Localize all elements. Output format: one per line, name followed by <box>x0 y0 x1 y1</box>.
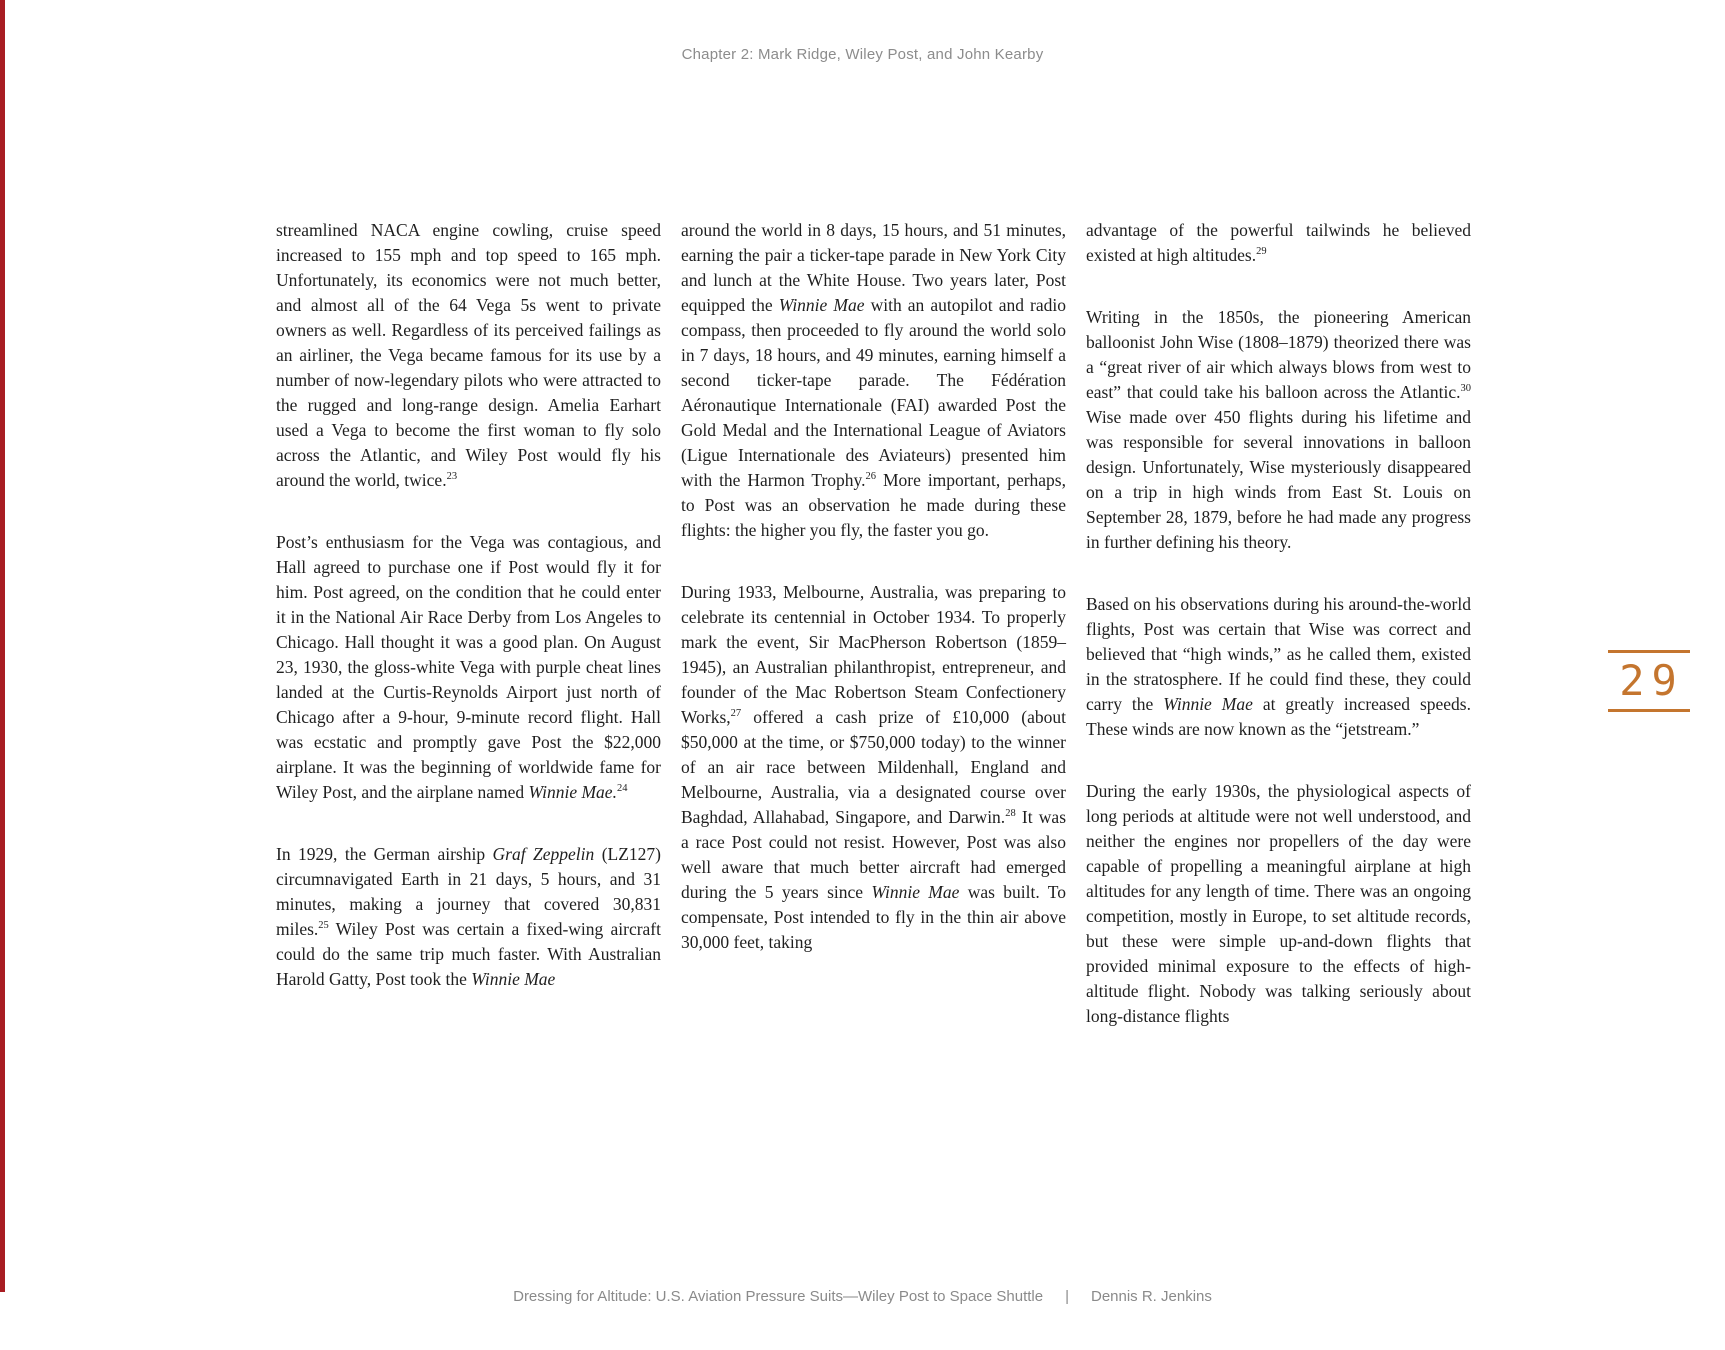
running-head: Chapter 2: Mark Ridge, Wiley Post, and John Kearby <box>681 46 1044 63</box>
italic-text: Winnie Mae <box>778 295 865 315</box>
footer-book-title: Dressing for Altitude: U.S. Aviation Pressure Suits—Wiley Post to Space Shuttle <box>513 1288 1044 1305</box>
body-text: (LZ127) circumnavigated Earth in 21 days, 5 hours, and 31 minutes, making a journey that covered 30,831 miles. <box>276 844 661 939</box>
paragraph <box>681 218 1066 543</box>
body-text: advantage of the powerful tailwinds he believed existed at high altitudes. <box>1086 220 1471 265</box>
italic-text: Winnie Mae. <box>528 782 617 802</box>
text-column-2 <box>681 218 1066 1066</box>
paragraph <box>1086 305 1471 555</box>
body-text: Wiley Post was certain a fixed-wing aircraft could do the same trip much faster. With Australian Harold Gatty, Post took the <box>276 919 661 989</box>
footnote-reference: 26 <box>865 471 877 483</box>
text-column-1 <box>276 218 661 1066</box>
italic-text: Winnie Mae <box>471 969 556 989</box>
footnote-reference: 30 <box>1460 383 1471 395</box>
body-text: at greatly increased speeds. These winds are now known as the “jetstream.” <box>1086 694 1471 739</box>
body-text: offered a cash prize of £10,000 (about $50,000 at the time, or $750,000 today) to the winner of an air race between Mildenhall, England and Melbourne, Australia, via a designated course over Baghdad, Allahabad, Singapore, and Darwin. <box>681 707 1066 827</box>
body-text: In 1929, the German airship <box>276 844 493 864</box>
italic-text: Winnie Mae <box>1163 694 1253 714</box>
paragraph <box>1086 592 1471 742</box>
body-text: Post’s enthusiasm for the Vega was contagious, and Hall agreed to purchase one if Post would fly it for him. Post agreed, on the condition that he could enter it in the National Air Race Derby from Los Angeles to Chicago. Hall thought it was a good plan. On August 23, 1930, the gloss-white Vega with purple cheat lines landed at the Curtis-Reynolds Airport just north of Chicago after a 9-hour, 9-minute record flight. Hall was ecstatic and promptly gave Post the $22,000 airplane. It was the beginning of worldwide fame for Wiley Post, and the airplane named <box>276 532 661 802</box>
page-footer <box>0 1288 1725 1305</box>
body-text: During the early 1930s, the physiological aspects of long periods at altitude were not well understood, and neither the engines nor propellers of the day were capable of propelling a meaningful airplane at high altitudes for any length of time. There was an ongoing competition, mostly in Europe, to set altitude records, but these were simple up-and-down flights that provided minimal exposure to the effects of high-altitude flight. Nobody was talking seriously about long-distance flights <box>1086 781 1471 1026</box>
paragraph <box>1086 779 1471 1029</box>
paragraph <box>276 842 661 992</box>
paragraph <box>681 580 1066 955</box>
page-text-block <box>276 218 1471 1066</box>
body-text: with an autopilot and radio compass, then proceeded to fly around the world solo in 7 days, 18 hours, and 49 minutes, earning himself a second ticker-tape parade. The Fédération Aéronautique Internationale (FAI) awarded Post the Gold Medal and the International League of Aviators (Ligue Internationale des Aviateurs) presented him with the Harmon Trophy. <box>681 295 1066 490</box>
paragraph <box>1086 218 1471 268</box>
body-text: was built. To compensate, Post intended to fly in the thin air above 30,000 feet, taking <box>681 882 1067 952</box>
footnote-reference: 28 <box>1005 808 1016 820</box>
body-text: around the world in 8 days, 15 hours, and 51 minutes, earning the pair a ticker-tape parade in New York City and lunch at the White House. Two years later, Post equipped the <box>681 220 1066 315</box>
body-text: Wise made over 450 flights during his lifetime and was responsible for several innovations in balloon design. Unfortunately, Wise mysteriously disappeared on a trip in high winds from East St. Louis on September 28, 1879, before he had made any progress in further defining his theory. <box>1086 407 1471 552</box>
footer-separator: | <box>1065 1288 1069 1305</box>
footnote-reference: 25 <box>318 920 329 932</box>
body-text: It was a race Post could not resist. However, Post was also well aware that much better aircraft had emerged during the 5 years since <box>681 807 1066 902</box>
page-number-rule-bottom <box>1608 709 1690 712</box>
body-text: During 1933, Melbourne, Australia, was preparing to celebrate its centennial in October 1934. To properly mark the event, Sir MacPherson Robertson (1859–1945), an Australian philanthropist, entrepreneur, and founder of the Mac Robertson Steam Confectionery Works, <box>681 582 1066 727</box>
footnote-reference: 29 <box>1256 246 1267 258</box>
body-text: Writing in the 1850s, the pioneering American balloonist John Wise (1808–1879) theorized there was a “great river of air which always blows from west to east” that could take his balloon across the Atlantic. <box>1086 307 1471 402</box>
body-text: streamlined NACA engine cowling, cruise speed increased to 155 mph and top speed to 165 mph. Unfortunately, its economics were not much better, and almost all of the 64 Vega 5s went to private owners as well. Regardless of its perceived failings as an airliner, the Vega became famous for its use by a number of now-legendary pilots who were attracted to the rugged and long-range design. Amelia Earhart used a Vega to become the first woman to fly solo across the Atlantic, and Wiley Post would fly his around the world, twice. <box>276 220 661 490</box>
page-edge-bar <box>0 0 5 1292</box>
footnote-reference: 24 <box>616 783 628 795</box>
paragraph <box>276 530 661 805</box>
italic-text: Winnie Mae <box>871 882 960 902</box>
paragraph <box>276 218 661 493</box>
footnote-reference: 23 <box>446 471 458 483</box>
body-text: More important, perhaps, to Post was an observation he made during these flights: the higher you fly, the faster you go. <box>681 470 1066 540</box>
footnote-reference: 27 <box>730 708 742 720</box>
italic-text: Graf Zeppelin <box>492 844 595 864</box>
footer-author: Dennis R. Jenkins <box>1090 1288 1212 1305</box>
page-number: 29 <box>1619 656 1684 705</box>
body-text: Based on his observations during his around-the-world flights, Post was certain that Wise was correct and believed that “high winds,” as he called them, existed in the stratosphere. If he could find these, they could carry the <box>1086 594 1471 714</box>
page-number-tab <box>1608 650 1690 712</box>
text-column-3 <box>1086 218 1471 1066</box>
